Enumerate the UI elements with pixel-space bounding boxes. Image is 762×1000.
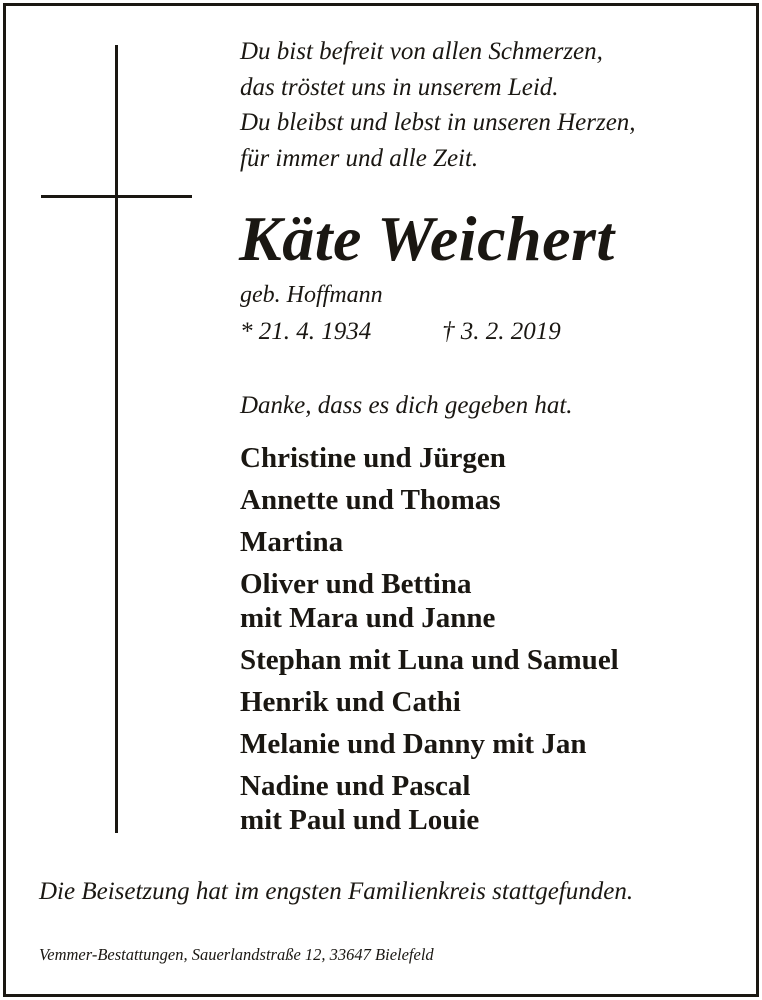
death-date: † 3. 2. 2019 [442,318,561,345]
mourner-line: mit Mara und Janne [240,602,496,634]
mourner-entry [240,769,619,837]
mourner-entry [240,685,619,719]
thanks-line: Danke, dass es dich gegeben hat. [240,392,573,419]
mourner-entry [240,483,619,517]
burial-notice: Die Beisetzung hat im engsten Familienkreis stattgefunden. [39,878,634,905]
birth-date: * 21. 4. 1934 [240,318,372,345]
funeral-home-footer: Vemmer-Bestattungen, Sauerlandstraße 12, 33647 Bielefeld [39,945,434,964]
cross-vertical-bar [115,45,118,833]
mourner-line: Annette und Thomas [240,484,501,516]
mourners-list [240,441,619,845]
poem-line: das tröstet uns in unserem Leid. [240,73,559,101]
mourner-line: Martina [240,526,344,558]
mourner-line: Melanie und Danny mit Jan [240,728,587,760]
mourner-line: Nadine und Pascal [240,770,471,802]
mourner-line: Stephan mit Luna und Samuel [240,644,619,676]
mourner-line: Oliver und Bettina [240,568,472,600]
cross-horizontal-bar [41,195,192,198]
mourner-entry [240,643,619,677]
mourner-entry [240,525,619,559]
mourner-entry [240,567,619,635]
poem-line: Du bist befreit von allen Schmerzen, [240,38,603,65]
poem-line: für immer und alle Zeit. [240,144,479,172]
deceased-name: Käte Weichert [239,203,615,274]
mourner-entry [240,727,619,761]
poem [240,34,636,176]
poem-line: Du bleibst und lebst in unseren Herzen, [240,109,636,136]
maiden-name: geb. Hoffmann [240,282,383,308]
life-dates [240,316,561,348]
mourner-line: Christine und Jürgen [240,442,506,474]
mourner-line: mit Paul und Louie [240,804,480,836]
obituary-notice [3,3,759,997]
mourner-entry [240,441,619,475]
mourner-line: Henrik und Cathi [240,686,461,718]
